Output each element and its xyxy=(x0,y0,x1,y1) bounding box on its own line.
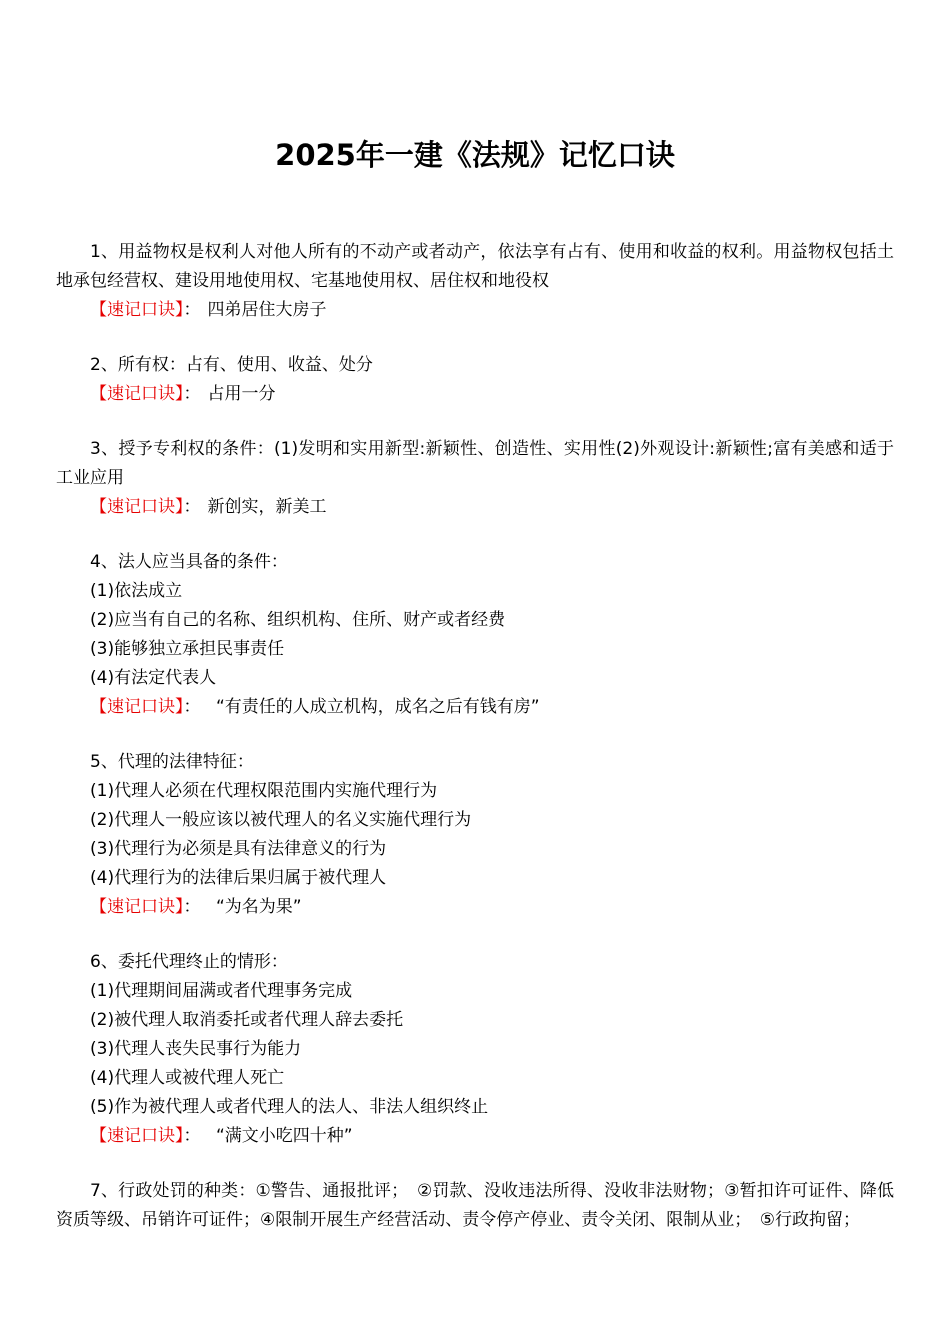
item-4-subline: (3)能够独立承担民事责任 xyxy=(90,639,285,659)
item-2-mnemonic-line xyxy=(56,380,894,409)
item-6-text: 6、委托代理终止的情形： xyxy=(90,952,288,972)
mnemonic-item-7 xyxy=(56,1177,894,1235)
mnemonic-item-5 xyxy=(56,748,894,922)
mnemonic-item-4 xyxy=(56,548,894,722)
mnemonic-colon: ： xyxy=(183,697,192,717)
mnemonic-text: “有责任的人成立机构，成名之后有钱有房” xyxy=(199,697,540,717)
item-4-subline: (1)依法成立 xyxy=(90,581,183,601)
mnemonic-label: 【速记口诀】 xyxy=(90,497,184,517)
item-3-mnemonic-line xyxy=(56,493,894,522)
item-6-subline: (1)代理期间届满或者代理事务完成 xyxy=(90,981,353,1001)
page-title: 2025年一建《法规》记忆口诀 xyxy=(275,138,675,172)
item-6-subline: (2)被代理人取消委托或者代理人辞去委托 xyxy=(90,1010,404,1030)
item-4-subline: (2)应当有自己的名称、组织机构、住所、财产或者经费 xyxy=(90,610,506,630)
item-1-mnemonic-line xyxy=(56,296,894,325)
mnemonic-colon: ： xyxy=(183,897,192,917)
item-6-subline: (4)代理人或被代理人死亡 xyxy=(90,1068,285,1088)
item-5-subline: (4)代理行为的法律后果归属于被代理人 xyxy=(90,868,387,888)
mnemonic-label: 【速记口诀】 xyxy=(90,1126,184,1146)
mnemonic-item-1 xyxy=(56,238,894,325)
mnemonic-item-3 xyxy=(56,435,894,522)
mnemonic-item-2 xyxy=(56,351,894,409)
item-5-text: 5、代理的法律特征： xyxy=(90,752,254,772)
item-2-text: 2、所有权：占有、使用、收益、处分 xyxy=(90,355,373,375)
item-1-text: 1、用益物权是权利人对他人所有的不动产或者动产，依法享有占有、使用和收益的权利。用益物权包括土地承包经营权、建设用地使用权、宅基地使用权、居住权和地役权 xyxy=(56,242,894,291)
item-6-subline: (3)代理人丧失民事行为能力 xyxy=(90,1039,302,1059)
mnemonic-text: “为名为果” xyxy=(199,897,302,917)
item-4-mnemonic-line xyxy=(56,693,894,722)
item-5-subline: (1)代理人必须在代理权限范围内实施代理行为 xyxy=(90,781,438,801)
item-4-text: 4、法人应当具备的条件： xyxy=(90,552,288,572)
mnemonic-label: 【速记口诀】 xyxy=(90,300,184,320)
mnemonic-text: 新创实，新美工 xyxy=(207,497,327,517)
item-3-text: 3、授予专利权的条件：(1)发明和实用新型:新颖性、创造性、实用性(2)外观设计:新颖性;富有美感和适于工业应用 xyxy=(56,439,894,488)
mnemonic-text: “满文小吃四十种” xyxy=(199,1126,353,1146)
item-4-subline: (4)有法定代表人 xyxy=(90,668,217,688)
item-5-subline: (3)代理行为必须是具有法律意义的行为 xyxy=(90,839,387,859)
mnemonic-colon: ： xyxy=(183,384,201,404)
mnemonic-label: 【速记口诀】 xyxy=(90,384,184,404)
mnemonic-colon: ： xyxy=(183,497,201,517)
mnemonic-item-6 xyxy=(56,948,894,1151)
mnemonic-label: 【速记口诀】 xyxy=(90,897,184,917)
mnemonic-label: 【速记口诀】 xyxy=(90,697,184,717)
mnemonic-colon: ： xyxy=(183,1126,192,1146)
item-7-text: 7、行政处罚的种类：①警告、通报批评； ②罚款、没收违法所得、没收非法财物；③暂扣许可证件、降低资质等级、吊销许可证件；④限制开展生产经营活动、责令停产停业、责令关闭、限制从业； ⑤行政拘留； xyxy=(56,1181,894,1230)
mnemonic-text: 四弟居住大房子 xyxy=(207,300,327,320)
item-6-mnemonic-line xyxy=(56,1122,894,1151)
item-5-subline: (2)代理人一般应该以被代理人的名义实施代理行为 xyxy=(90,810,472,830)
item-6-subline: (5)作为被代理人或者代理人的法人、非法人组织终止 xyxy=(90,1097,489,1117)
mnemonic-colon: ： xyxy=(183,300,201,320)
mnemonic-text: 占用一分 xyxy=(207,384,276,404)
item-5-mnemonic-line xyxy=(56,893,894,922)
